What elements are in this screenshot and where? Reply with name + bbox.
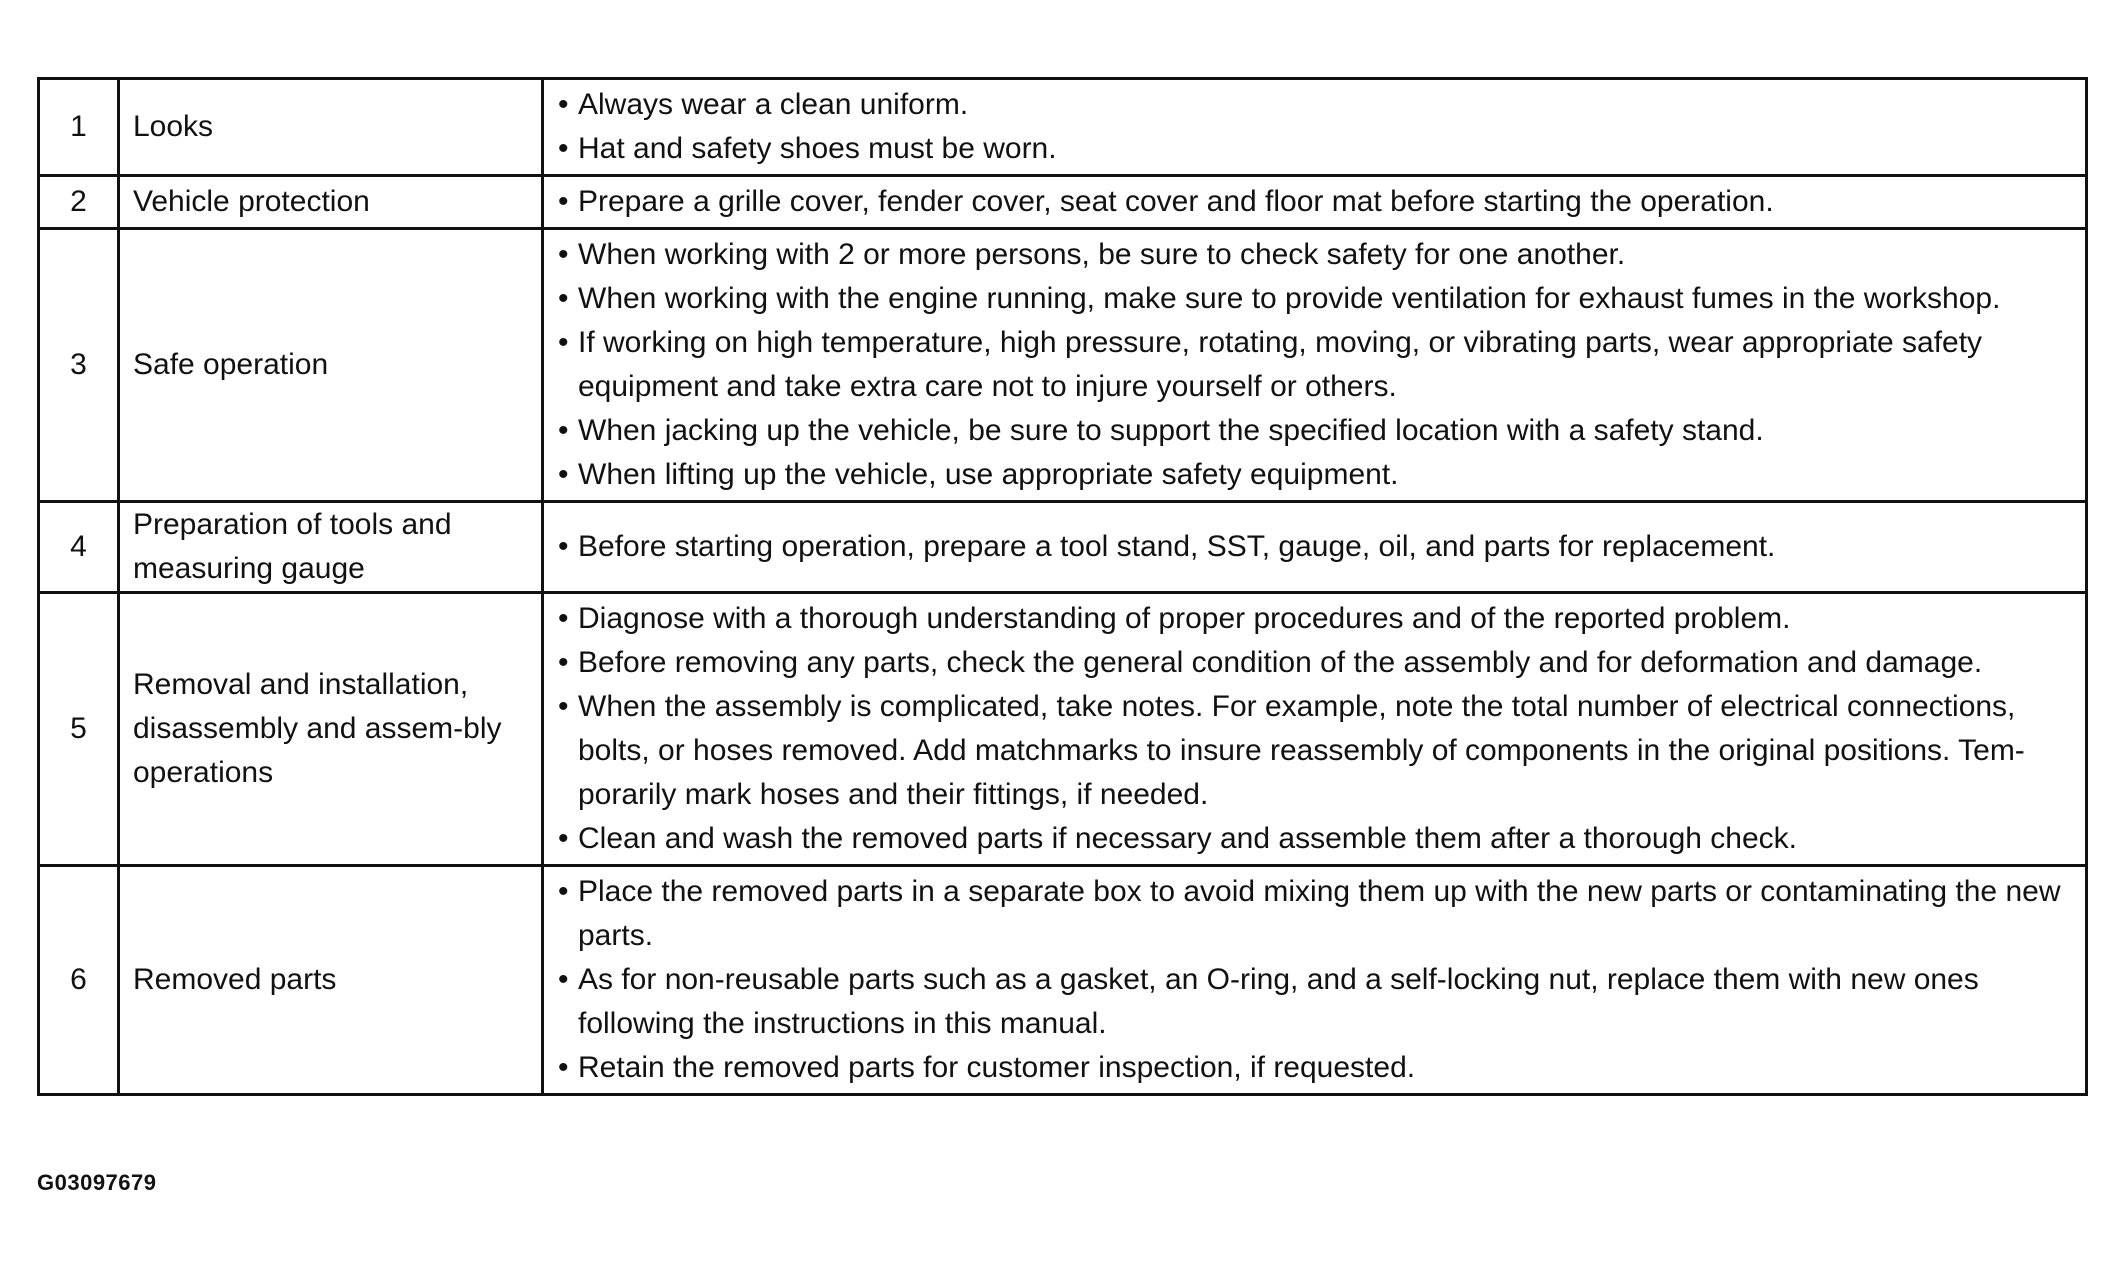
bullet-dot-icon: • [558,132,569,165]
bullet-point [558,1046,2073,1090]
bullet-text: If working on high temperature, high pressure, rotating, moving, or vibrating parts, wear appropriate safety equipment and take extra care not to injure yourself or others. [578,326,1983,403]
row-number: 6 [39,866,119,1095]
bullet-text: Clean and wash the removed parts if necessary and assemble them after a thorough check. [578,822,1797,855]
row-number: 4 [39,502,119,593]
bullet-point [558,597,2073,641]
bullet-dot-icon: • [558,88,569,121]
table-row [39,866,2087,1095]
bullet-dot-icon: • [558,458,569,491]
table-row [39,79,2087,176]
bullet-point [558,83,2073,127]
bullet-dot-icon: • [558,690,569,723]
bullet-dot-icon: • [558,963,569,996]
bullet-point [558,409,2073,453]
bullet-point [558,180,2073,224]
bullet-text: Before removing any parts, check the general condition of the assembly and for deformation and damage. [578,646,1983,679]
bullet-point [558,641,2073,685]
bullet-dot-icon: • [558,238,569,271]
item-label: Removal and installation, disassembly and assem-bly operations [119,593,543,866]
bullet-dot-icon: • [558,282,569,315]
bullet-dot-icon: • [558,1051,569,1084]
procedures-table [37,77,2088,1096]
table-row [39,176,2087,229]
bullet-text: When working with the engine running, make sure to provide ventilation for exhaust fumes in the workshop. [578,282,2001,315]
table-row [39,502,2087,593]
item-description [543,79,2087,176]
bullet-point [558,958,2073,1046]
bullet-text: Place the removed parts in a separate box to avoid mixing them up with the new parts or contaminating the new parts. [578,875,2061,952]
figure-code: G03097679 [37,1170,157,1195]
bullet-dot-icon: • [558,326,569,359]
bullet-dot-icon: • [558,875,569,908]
bullet-list [558,525,2073,569]
row-number: 1 [39,79,119,176]
bullet-dot-icon: • [558,822,569,855]
item-label: Looks [119,79,543,176]
bullet-point [558,817,2073,861]
item-description [543,176,2087,229]
bullet-list [558,597,2073,861]
item-description [543,866,2087,1095]
bullet-text: Diagnose with a thorough understanding of proper procedures and of the reported problem. [578,602,1791,635]
bullet-list [558,233,2073,497]
row-number: 2 [39,176,119,229]
bullet-point [558,870,2073,958]
bullet-list [558,180,2073,224]
bullet-text: Always wear a clean uniform. [578,88,969,121]
bullet-dot-icon: • [558,414,569,447]
bullet-text: When the assembly is complicated, take notes. For example, note the total number of electrical connections, bolts, or hoses removed. Add matchmarks to insure reassembly of components in the original positions. Tem-porarily mark hoses and their fittings, if needed. [578,690,2025,811]
table-body [39,79,2087,1095]
table-row [39,229,2087,502]
bullet-point [558,525,2073,569]
bullet-point [558,321,2073,409]
bullet-text: When working with 2 or more persons, be sure to check safety for one another. [578,238,1626,271]
bullet-text: Prepare a grille cover, fender cover, seat cover and floor mat before starting the operation. [578,185,1774,218]
bullet-point [558,233,2073,277]
bullet-dot-icon: • [558,185,569,218]
table-row [39,593,2087,866]
bullet-text: As for non-reusable parts such as a gasket, an O-ring, and a self-locking nut, replace them with new ones following the instructions in this manual. [578,963,1979,1040]
item-label: Removed parts [119,866,543,1095]
item-description [543,502,2087,593]
item-description [543,229,2087,502]
item-label: Safe operation [119,229,543,502]
bullet-text: When jacking up the vehicle, be sure to support the specified location with a safety stand. [578,414,1764,447]
bullet-text: Retain the removed parts for customer inspection, if requested. [578,1051,1416,1084]
bullet-dot-icon: • [558,602,569,635]
bullet-dot-icon: • [558,646,569,679]
bullet-point [558,453,2073,497]
bullet-text: Hat and safety shoes must be worn. [578,132,1057,165]
bullet-point [558,685,2073,817]
bullet-list [558,83,2073,171]
bullet-list [558,870,2073,1090]
row-number: 5 [39,593,119,866]
bullet-dot-icon: • [558,530,569,563]
bullet-point [558,277,2073,321]
bullet-text: When lifting up the vehicle, use appropriate safety equipment. [578,458,1399,491]
row-number: 3 [39,229,119,502]
item-label: Vehicle protection [119,176,543,229]
bullet-text: Before starting operation, prepare a tool stand, SST, gauge, oil, and parts for replacement. [578,530,1776,563]
item-description [543,593,2087,866]
item-label: Preparation of tools and measuring gauge [119,502,543,593]
bullet-point [558,127,2073,171]
